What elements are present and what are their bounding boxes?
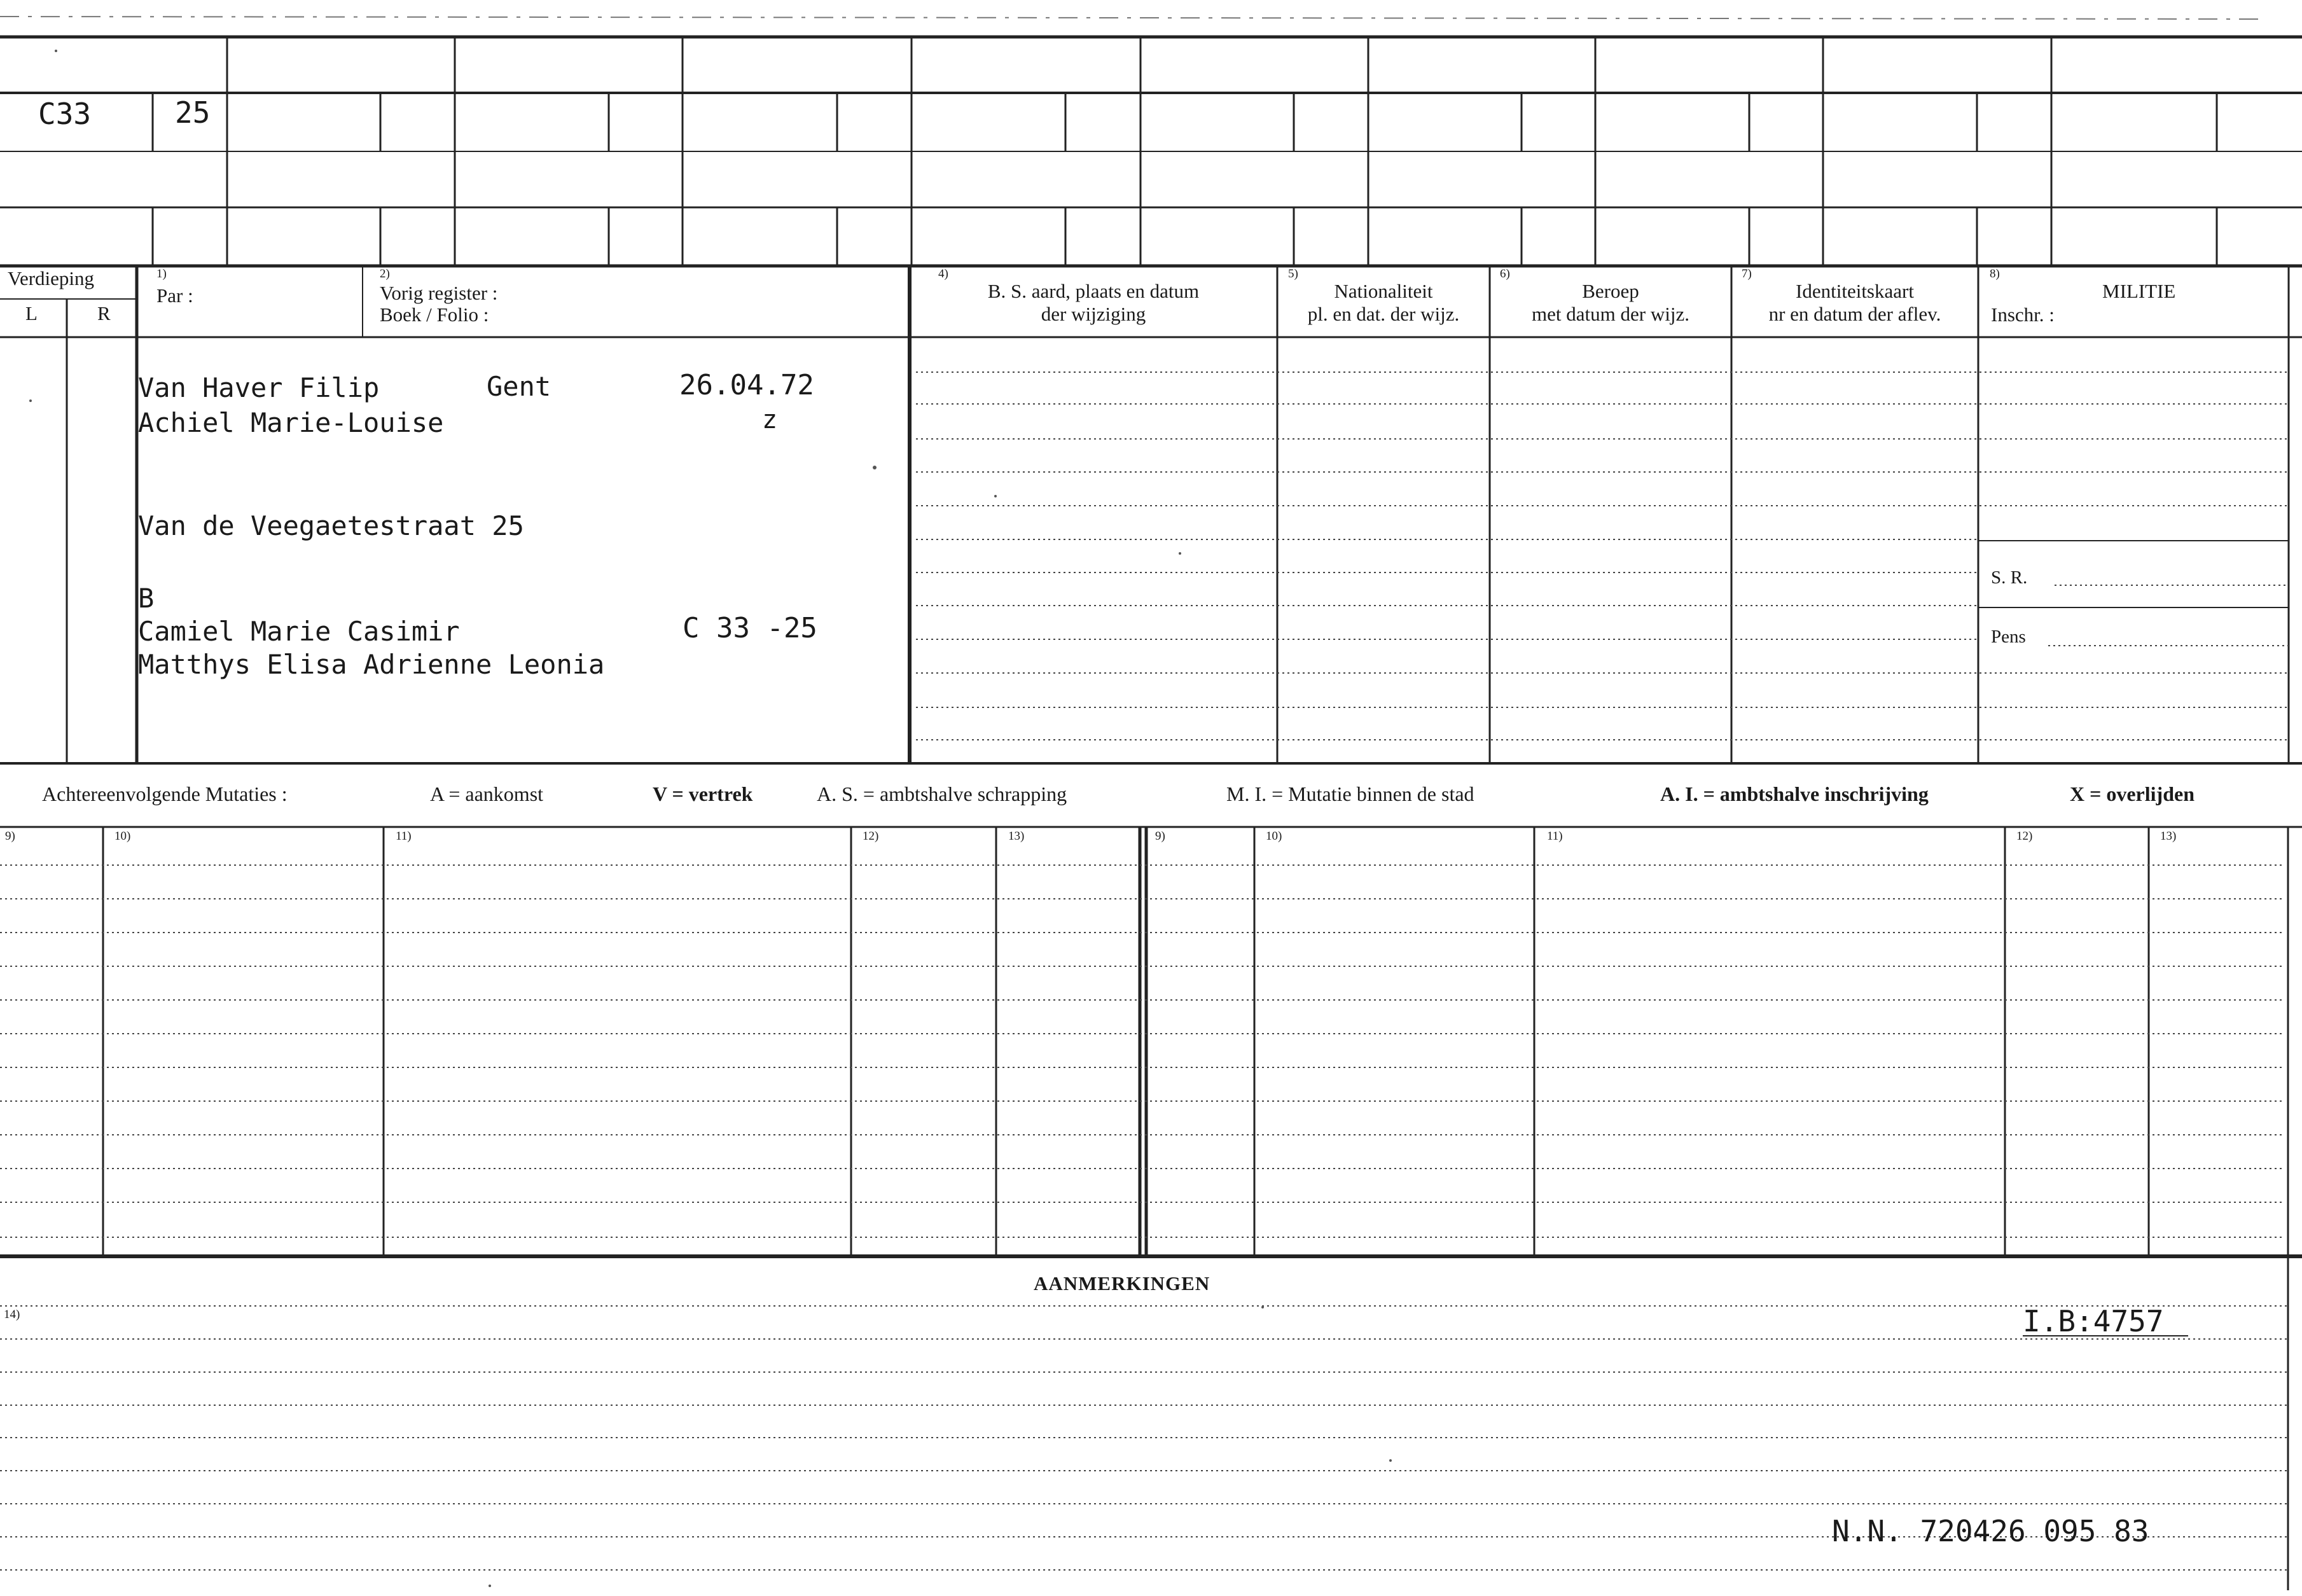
col8-number: 8)	[1990, 267, 2000, 281]
mutatie-as: A. S. = ambtshalve schrapping	[817, 782, 1067, 805]
verdieping-r: R	[97, 302, 111, 324]
identiteitskaart-line2: nr en datum der aflev.	[1768, 303, 1941, 325]
mutatie-a: A = aankomst	[430, 782, 544, 805]
sr-label: S. R.	[1991, 567, 2028, 588]
house-number: 25	[175, 95, 211, 130]
street-address: Van de Veegaetestraat 25	[138, 510, 524, 541]
bs-header-line2: der wijziging	[1041, 303, 1146, 325]
register-reference: C 33 -25	[683, 612, 817, 644]
boek-folio-label: Boek / Folio :	[380, 303, 489, 326]
mut-right-col12: 12)	[2016, 829, 2033, 843]
mut-right-col10: 10)	[1266, 829, 1282, 843]
mutaties-title: Achtereenvolgende Mutaties :	[42, 782, 288, 805]
inschr-label: Inschr. :	[1991, 303, 2055, 326]
aanmerkingen-number: 14)	[4, 1308, 20, 1321]
bs-header-line1: B. S. aard, plaats en datum	[987, 280, 1200, 302]
person-name: Van Haver Filip	[138, 372, 380, 403]
mutatie-v: V = vertrek	[653, 782, 753, 805]
identiteitskaart-header	[1731, 280, 1978, 326]
mut-left-col13: 13)	[1008, 829, 1025, 843]
aanmerkingen-title: AANMERKINGEN	[1034, 1272, 1210, 1294]
mother-name: Matthys Elisa Adrienne Leonia	[138, 649, 605, 680]
col7-number: 7)	[1742, 267, 1752, 281]
pens-label: Pens	[1991, 627, 2026, 647]
col1-number: 1)	[156, 267, 167, 281]
identiteitskaart-line1: Identiteitskaart	[1796, 280, 1914, 302]
nationaliteit-line1: Nationaliteit	[1334, 280, 1433, 302]
section-code: C33	[38, 97, 92, 131]
mut-left-col10: 10)	[114, 829, 131, 843]
col5-number: 5)	[1288, 267, 1298, 281]
mut-left-col12: 12)	[863, 829, 879, 843]
militie-title: MILITIE	[2102, 280, 2176, 302]
father-name: Camiel Marie Casimir	[138, 616, 460, 647]
mut-left-col11: 11)	[396, 829, 412, 843]
mut-right-col9: 9)	[1155, 829, 1165, 843]
birth-place: Gent	[487, 371, 551, 402]
nationaliteit-line2: pl. en dat. der wijz.	[1307, 303, 1460, 325]
beroep-header	[1490, 280, 1731, 326]
vorig-register-label: Vorig register :	[380, 282, 498, 304]
mutatie-mi: M. I. = Mutatie binnen de stad	[1226, 782, 1474, 805]
beroep-line2: met datum der wijz.	[1532, 303, 1689, 325]
birth-date: 26.04.72	[679, 369, 814, 401]
verdieping-label: Verdieping	[8, 267, 95, 289]
col4-number: 4)	[938, 267, 948, 281]
mutatie-x: X = overlijden	[2070, 782, 2195, 805]
nationaliteit-header	[1277, 280, 1490, 326]
mut-left-col9: 9)	[5, 829, 15, 843]
mut-right-col13: 13)	[2160, 829, 2177, 843]
sex: z	[762, 405, 778, 434]
mutatie-ai: A. I. = ambtshalve inschrijving	[1660, 782, 1929, 805]
mut-right-col11: 11)	[1547, 829, 1563, 843]
bs-header	[910, 280, 1277, 326]
beroep-line1: Beroep	[1582, 280, 1639, 302]
national-number: N.N. 720426 095 83	[1832, 1514, 2149, 1548]
col6-number: 6)	[1500, 267, 1510, 281]
given-names: Achiel Marie-Louise	[138, 407, 444, 438]
verdieping-l: L	[25, 302, 38, 324]
col2-number: 2)	[380, 267, 390, 281]
status-code: B	[138, 583, 155, 614]
par-label: Par :	[156, 284, 193, 307]
ib-number: I.B:4757	[2023, 1304, 2164, 1338]
